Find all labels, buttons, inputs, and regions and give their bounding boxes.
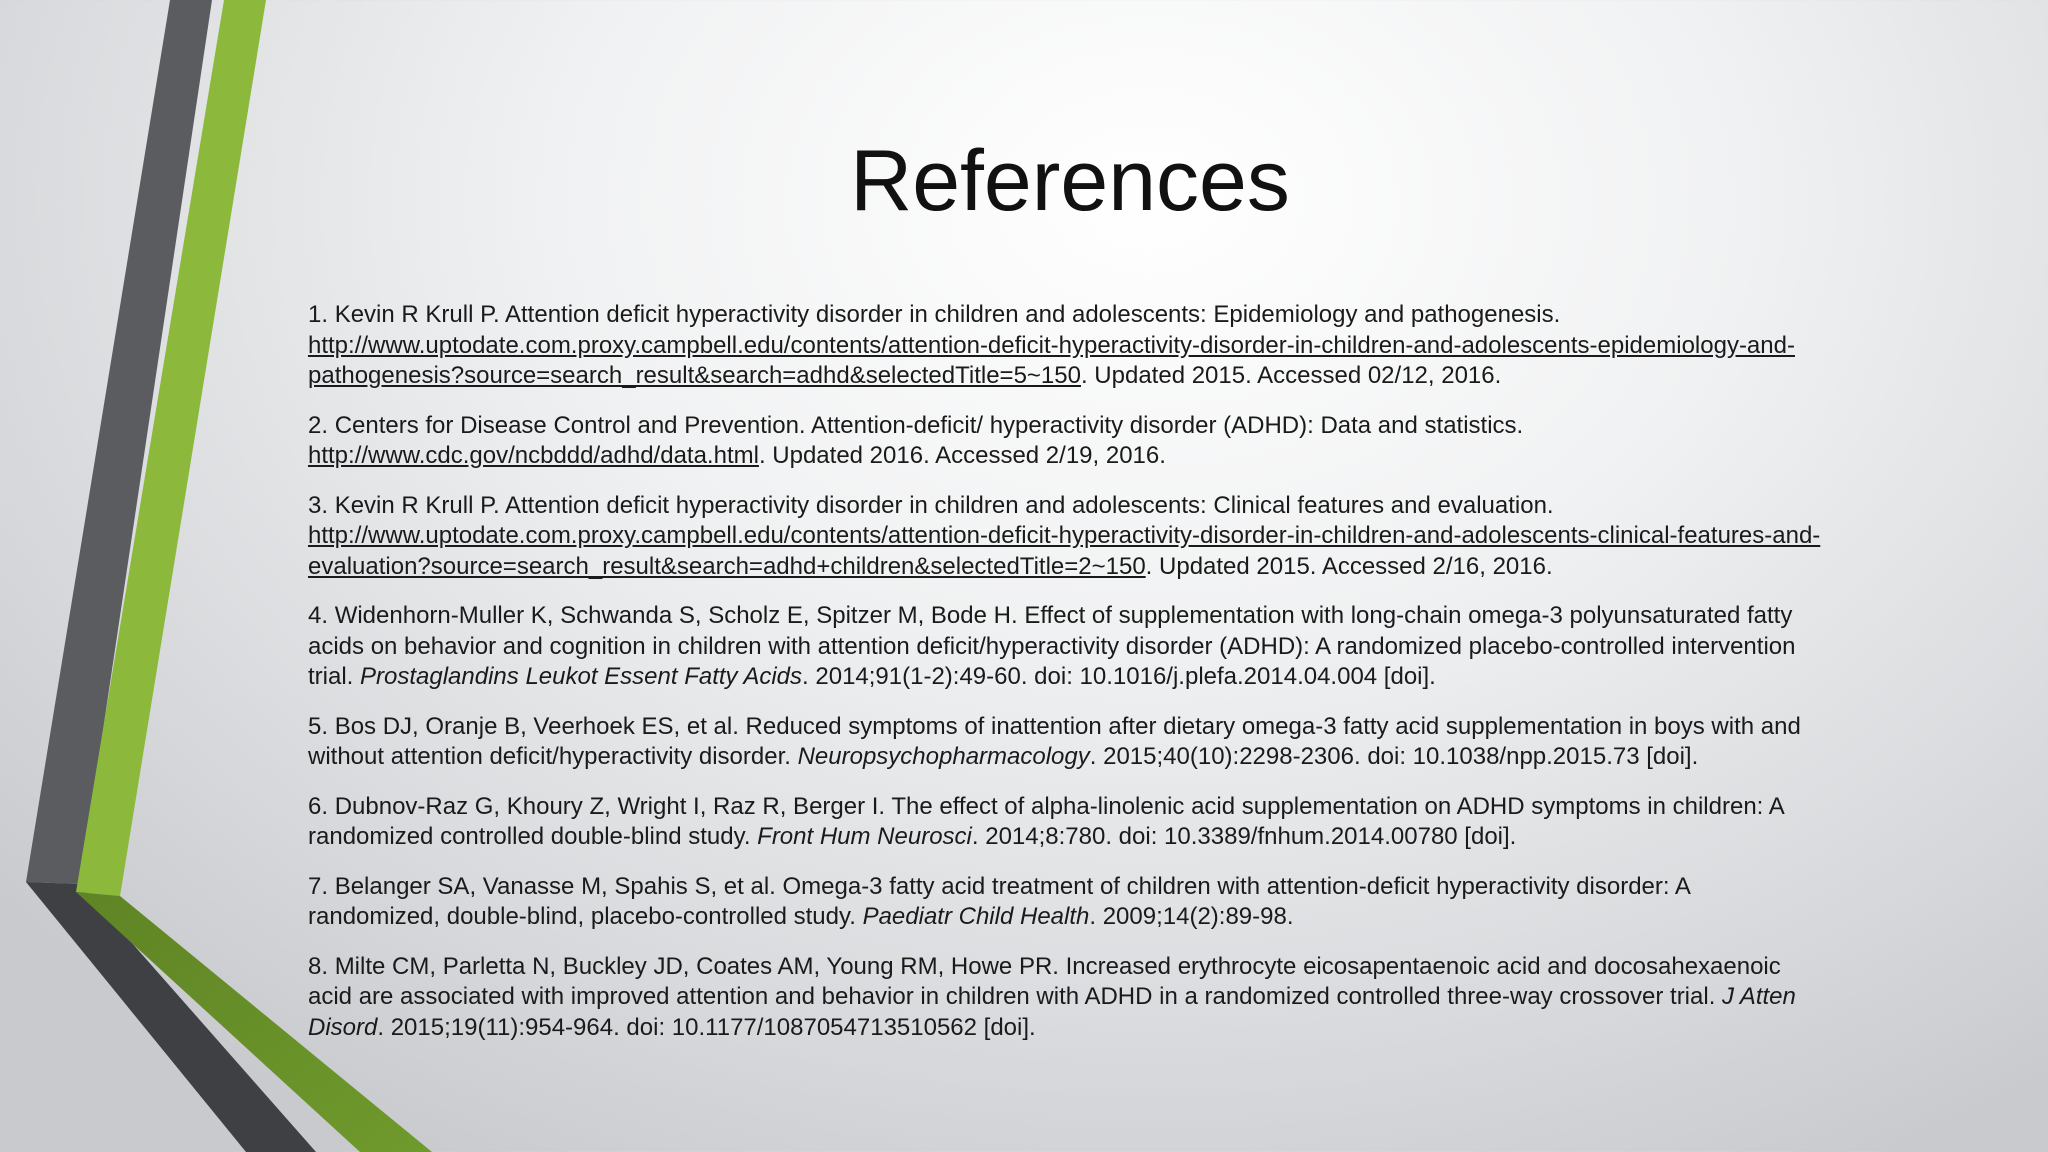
reference-item-7	[308, 872, 1928, 933]
reference-journal: J Atten	[1722, 983, 1796, 1010]
reference-link[interactable]: http://www.uptodate.com.proxy.campbell.edu/contents/attention-deficit-hyperactivity-disorder-in-children-and-adolescents-epidemiology-and-	[308, 331, 1795, 359]
reference-journal: Disord	[308, 1013, 378, 1041]
reference-number: 6.	[308, 792, 335, 820]
references-list	[308, 300, 1928, 1062]
reference-line	[308, 952, 1928, 983]
reference-line	[308, 822, 1928, 853]
reference-access-info: . Updated 2015. Accessed 02/12, 2016.	[1080, 362, 1502, 389]
reference-text: randomized controlled double-blind study.	[308, 823, 758, 850]
reference-item-3	[308, 491, 1928, 583]
reference-text: acid are associated with improved attention and behavior in children with ADHD in a randomized controlled three-way crossover trial.	[308, 983, 1723, 1010]
reference-line	[308, 552, 1928, 583]
reference-item-1	[308, 300, 1928, 392]
reference-item-2	[308, 411, 1928, 472]
reference-access-info: . Updated 2016. Accessed 2/19, 2016.	[758, 442, 1166, 469]
reference-text: Belanger SA, Vanasse M, Spahis S, et al. Omega-3 fatty acid treatment of children with attention-deficit hyperactivity disorder: A	[334, 872, 1691, 900]
reference-line: acids on behavior and cognition in children with attention deficit/hyperactivity disorder (ADHD): A randomized placebo-controlled intervention	[308, 632, 1796, 660]
reference-line	[308, 491, 1928, 522]
reference-text: without attention deficit/hyperactivity disorder.	[308, 743, 798, 770]
reference-line	[308, 361, 1928, 392]
reference-number: 4.	[308, 602, 335, 629]
reference-line	[308, 662, 1928, 693]
reference-text: Bos DJ, Oranje B, Veerhoek ES, et al. Reduced symptoms of inattention after dietary omega-3 fatty acid supplementation in boys with and	[334, 712, 1801, 740]
reference-line	[308, 792, 1928, 823]
reference-line	[308, 441, 1928, 472]
reference-number: 1.	[308, 301, 335, 328]
reference-text: Dubnov-Raz G, Khoury Z, Wright I, Raz R, Berger I. The effect of alpha-linolenic acid supplementation on ADHD symptoms in children: A	[334, 792, 1785, 820]
reference-text: trial.	[308, 663, 361, 690]
reference-item-4	[308, 601, 1928, 693]
reference-line	[308, 742, 1928, 773]
reference-citation-info: . 2014;8:780. doi: 10.3389/fnhum.2014.00780 [doi].	[971, 823, 1517, 850]
reference-citation-info: . 2009;14(2):89-98.	[1089, 903, 1294, 930]
reference-journal: Front Hum Neurosci	[757, 823, 972, 850]
reference-number: 2.	[308, 411, 335, 439]
reference-link[interactable]: evaluation?source=search_result&search=adhd+children&selectedTitle=2~150	[308, 552, 1146, 580]
reference-line	[308, 300, 1928, 331]
reference-line	[308, 712, 1928, 743]
reference-line	[308, 601, 1928, 632]
reference-link[interactable]: http://www.uptodate.com.proxy.campbell.edu/contents/attention-deficit-hyperactivity-disorder-in-children-and-adolescents-clinical-features-and-	[308, 522, 1821, 549]
reference-number: 7.	[308, 872, 335, 900]
reference-line	[308, 902, 1928, 933]
reference-journal: Paediatr Child Health	[862, 903, 1090, 930]
reference-text: Kevin R Krull P. Attention deficit hyperactivity disorder in children and adolescents: Clinical features and evaluation.	[334, 491, 1554, 519]
dark-band-lower	[26, 882, 316, 1152]
reference-item-6	[308, 792, 1928, 853]
reference-item-5	[308, 712, 1928, 773]
reference-line	[308, 411, 1928, 442]
reference-text: Widenhorn-Muller K, Schwanda S, Scholz E, Spitzer M, Bode H. Effect of supplementation with long-chain omega-3 polyunsaturated fatty	[334, 602, 1793, 629]
reference-item-8	[308, 952, 1928, 1044]
reference-journal: Neuropsychopharmacology	[797, 743, 1090, 770]
reference-number: 3.	[308, 491, 335, 519]
reference-title: Attention deficit hyperactivity disorder in children and adolescents: Epidemiology and pathogenesis.	[505, 301, 1561, 328]
reference-citation-info: . 2015;19(11):954-964. doi: 10.1177/1087054713510562 [doi].	[377, 1013, 1036, 1041]
reference-author: Kevin R Krull P.	[334, 301, 505, 328]
reference-journal: Prostaglandins Leukot Essent Fatty Acids	[360, 663, 803, 690]
reference-line	[308, 982, 1928, 1013]
reference-text: Milte CM, Parletta N, Buckley JD, Coates AM, Young RM, Howe PR. Increased erythrocyte eicosapentaenoic acid and docosahexaenoic	[334, 952, 1781, 980]
reference-citation-info: . 2015;40(10):2298-2306. doi: 10.1038/npp.2015.73 [doi].	[1089, 743, 1699, 770]
reference-line	[308, 872, 1928, 903]
reference-access-info: . Updated 2015. Accessed 2/16, 2016.	[1145, 552, 1553, 580]
reference-citation-info: . 2014;91(1-2):49-60. doi: 10.1016/j.plefa.2014.04.004 [doi].	[802, 663, 1436, 690]
reference-link[interactable]: http://www.cdc.gov/ncbddd/adhd/data.html	[308, 442, 759, 469]
reference-number: 8.	[308, 952, 335, 980]
reference-text: randomized, double-blind, placebo-controlled study.	[308, 903, 863, 930]
reference-number: 5.	[308, 712, 335, 740]
reference-link[interactable]: pathogenesis?source=search_result&search=adhd&selectedTitle=5~150	[308, 362, 1081, 389]
reference-text: Centers for Disease Control and Prevention. Attention-deficit/ hyperactivity disorder (ADHD): Data and statistics.	[334, 411, 1524, 439]
reference-line	[308, 1013, 1928, 1044]
slide-title: References	[850, 133, 1290, 229]
